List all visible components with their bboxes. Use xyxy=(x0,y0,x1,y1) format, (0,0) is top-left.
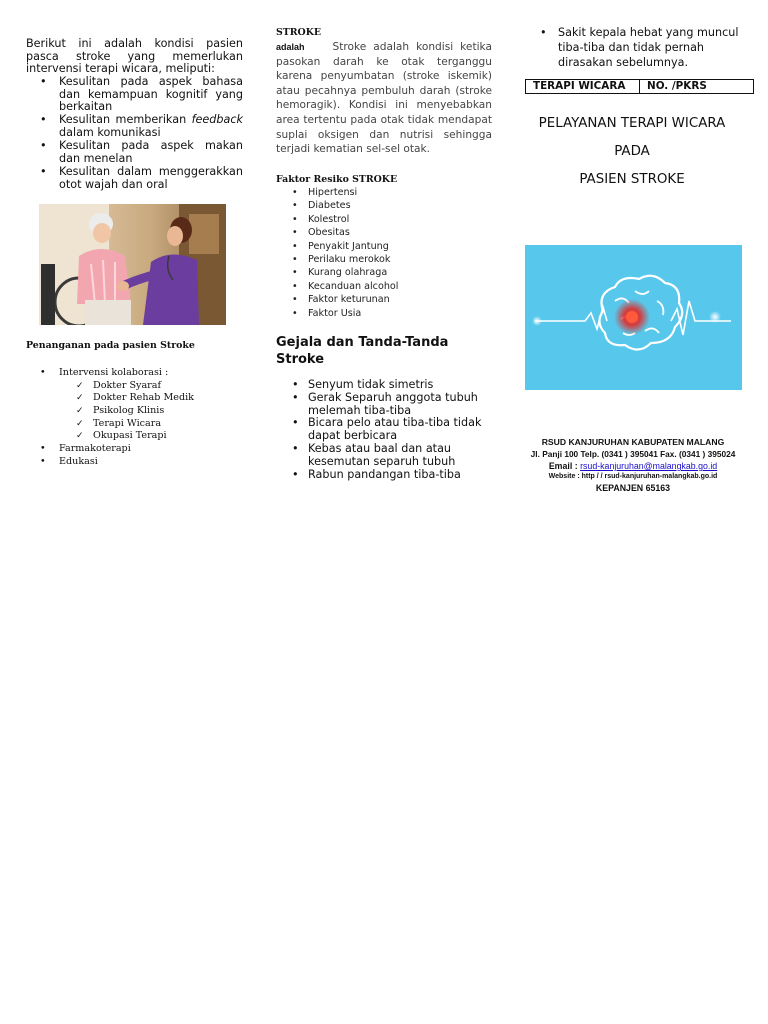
hospital-email-line xyxy=(520,461,746,471)
risk-item: • Obesitas xyxy=(292,226,492,239)
stroke-definition xyxy=(276,40,492,157)
risk-item: • Diabetes xyxy=(292,199,492,212)
leaflet-code-table xyxy=(525,79,754,94)
symptom-item: • Senyum tidak simetris xyxy=(292,379,492,392)
collab-item: ✓ Terapi Wicara xyxy=(76,418,240,431)
definition-text: Stroke adalah kondisi ketika pasokan darah ke otak terganggu karena penyumbatan (stroke iskemik) atau pecahnya pembuluh darah (stroke hemoragik). Kondisi ini menyebabkan area tertentu pada otak tidak mendapat suplai oksigen dan nutrisi sehingga terjadi kematian sel-sel otak. xyxy=(276,41,492,156)
risk-item: • Perilaku merokok xyxy=(292,253,492,266)
collab-item: ✓ Dokter Syaraf xyxy=(76,380,240,393)
condition-item xyxy=(40,114,243,139)
nurse-patient-photo xyxy=(39,204,226,325)
symptom-item: • Gerak Separuh anggota tubuh melemah tiba-tiba xyxy=(292,392,492,418)
leaflet-title-line: PELAYANAN TERAPI WICARA xyxy=(538,116,726,131)
condition-text-after: dalam komunikasi xyxy=(59,125,161,139)
intro-text: Berikut ini adalah kondisi pasien pasca stroke yang memerlukan intervensi terapi wicara, meliputi: xyxy=(26,37,243,76)
condition-item xyxy=(40,166,243,191)
symptoms-list xyxy=(292,379,492,481)
management-heading: Penanganan pada pasien Stroke xyxy=(26,340,195,351)
hospital-name: RSUD KANJURUHAN KABUPATEN MALANG xyxy=(541,437,725,447)
symptom-item: • Rabun pandangan tiba-tiba xyxy=(292,469,492,482)
condition-text: Kesulitan pada aspek bahasa dan kemampuan kognitif yang berkaitan xyxy=(59,75,243,114)
hospital-website: Website : http / / rsud-kanjuruhan-malangkab.go.id xyxy=(548,473,718,480)
extra-symptom-list xyxy=(540,25,745,70)
condition-text: Kesulitan dalam menggerakkan otot wajah dan oral xyxy=(59,164,243,191)
management-list xyxy=(40,367,240,468)
risk-item: • Penyakit Jantung xyxy=(292,240,492,253)
photo-illustration xyxy=(39,204,226,325)
leaflet-title-line: PASIEN STROKE xyxy=(579,172,685,187)
condition-item xyxy=(40,76,243,114)
risk-item: • Hipertensi xyxy=(292,186,492,199)
brain-heartbeat-illustration xyxy=(525,245,742,390)
collab-item: ✓ Psikolog Klinis xyxy=(76,405,240,418)
hospital-address: Jl. Panji 100 Telp. (0341 ) 395041 Fax. (0341 ) 395024 xyxy=(530,449,736,459)
email-label: Email : xyxy=(548,461,578,471)
condition-item xyxy=(40,140,243,165)
hospital-city: KEPANJEN 65163 xyxy=(595,483,671,493)
stroke-title: STROKE xyxy=(276,27,321,38)
condition-text: Kesulitan memberikan xyxy=(59,113,192,127)
risk-item: • Faktor keturunan xyxy=(292,293,492,306)
risk-item: • Kurang olahraga xyxy=(292,266,492,279)
table-cell-unit: TERAPI WICARA xyxy=(526,80,640,93)
collab-item: ✓ Dokter Rehab Medik xyxy=(76,392,240,405)
table-cell-number: NO. /PKRS xyxy=(647,80,707,92)
symptom-item: • Kebas atau baal dan atau kesemutan separuh tubuh xyxy=(292,443,492,469)
definition-lead: adalah xyxy=(276,42,305,52)
leaflet-title-line: PADA xyxy=(614,144,650,159)
other-item: • Farmakoterapi xyxy=(40,443,240,456)
collab-item: ✓ Okupasi Terapi xyxy=(76,430,240,443)
risk-item: • Faktor Usia xyxy=(292,307,492,320)
risk-item: • Kecanduan alcohol xyxy=(292,280,492,293)
symptom-item: • Sakit kepala hebat yang muncul tiba-tiba dan tidak pernah dirasakan sebelumnya. xyxy=(540,25,745,70)
condition-emphasis: feedback xyxy=(191,113,243,127)
risk-factor-list xyxy=(292,186,492,320)
symptoms-heading: Gejala dan Tanda-Tanda Stroke xyxy=(276,335,449,367)
risk-heading: Faktor Resiko STROKE xyxy=(276,174,398,185)
conditions-list xyxy=(40,76,243,192)
other-item: • Edukasi xyxy=(40,456,240,469)
collab-label: • Intervensi kolaborasi : xyxy=(40,367,240,380)
brain-icon xyxy=(525,245,742,390)
email-link[interactable]: rsud-kanjuruhan@malangkab.go.id xyxy=(580,461,718,471)
symptom-item: • Bicara pelo atau tiba-tiba tidak dapat berbicara xyxy=(292,417,492,443)
condition-text: Kesulitan pada aspek makan dan menelan xyxy=(59,139,243,165)
risk-item: • Kolestrol xyxy=(292,213,492,226)
